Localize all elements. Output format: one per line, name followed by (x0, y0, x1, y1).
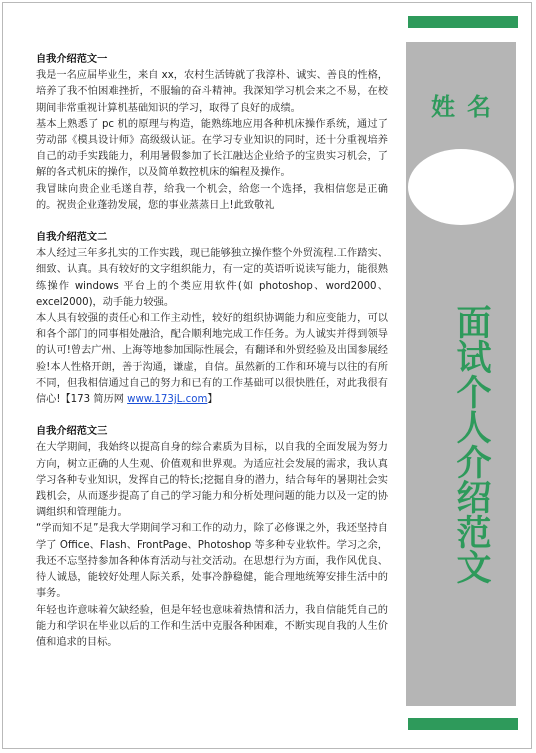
bottom-accent-bar (408, 718, 518, 730)
paragraph: 我是一名应届毕业生，来自 xx，农村生活铸就了我淳朴、诚实、善良的性格，培养了我不怕困难挫折，不服输的奋斗精神。我深知学习机会来之不易，在校期间非常重视计算机基础知识的学习，取得了良好的成绩。 (36, 70, 388, 114)
section-3 (36, 424, 388, 651)
vertical-title: 面试个人介绍范文 (451, 304, 491, 584)
name-heading: 姓名 (431, 93, 503, 121)
paragraph: 本人经过三年多扎实的工作实践，现已能够独立操作整个外贸流程.工作踏实、细致、认真。具有较好的文字组织能力，有一定的英语听说读写能力，能很熟练操作 windows 平台上的个类应用软件(如 photoshop、word2000、excel2000)，动手能力较强。 (36, 248, 388, 308)
source-suffix: 】 (207, 394, 218, 406)
paragraph: 基本上熟悉了 pc 机的原理与构造，能熟练地应用各种机床操作系统，通过了劳动部《模具设计师》高级级认证。在学习专业知识的同时，还十分重视培养自己的动手实践能力，利用暑假参加了长江融达企业给予的宝贵实习机会，了解的各式机床的操作，以及简单数控机床的编程及操作。 (36, 118, 388, 179)
source-link[interactable]: www.173jL.com (127, 394, 208, 406)
paragraph: 年轻也许意味着欠缺经验，但是年轻也意味着热情和活力，我自信能凭自己的能力和学识在毕业以后的工作和生活中克服各种困难，不断实现自我的人生价值和追求的目标。 (36, 604, 388, 648)
source-prefix: 【173 简历网 (60, 394, 128, 406)
section-title: 自我介绍范文一 (36, 54, 108, 65)
paragraph: 我冒昧向贵企业毛遂自荐，给我一个机会，给您一个选择，我相信您是正确的。祝贵企业蓬勃发展，您的事业蒸蒸日上!此致敬礼 (36, 183, 388, 211)
paragraph-text: 本人具有较强的责任心和工作主动性，较好的组织协调能力和应变能力，可以和各个部门的同事相处融洽，配合顺利地完成工作任务。为人诚实并得到领导的认可!曾去广州、上海等地参加国际性展会，有翻译和外贸经验及出国参展经验!本人性格开朗，善于沟通，谦虚，自信。虽然新的工作和环境与以往的有所不同，但我相信通过自己的努力和已有的工作基础可以很快胜任，对此我很有信心! (36, 313, 388, 406)
document-body (36, 52, 388, 667)
paragraph: 在大学期间，我始终以提高自身的综合素质为目标，以自我的全面发展为努力方向，树立正确的人生观、价值观和世界观。为适应社会发展的需求，我认真学习各种专业知识，发挥自己的特长;挖掘自身的潜力，结合每年的暑期社会实践机会，从而逐步提高了自己的学习能力和分析处理问题的能力以及一定的协调组织和管理能力。 (36, 442, 388, 519)
side-panel (406, 42, 516, 706)
section-2 (36, 230, 388, 408)
section-title: 自我介绍范文三 (36, 426, 108, 438)
paragraph (36, 311, 388, 408)
top-accent-bar (408, 16, 518, 28)
photo-placeholder (408, 149, 514, 225)
section-title: 自我介绍范文二 (36, 232, 108, 244)
paragraph: “学而知不足”是我大学期间学习和工作的动力，除了必修课之外，我还坚持自学了 Office、Flash、FrontPage、Photoshop 等多种专业软件。学习之余，我还不忘坚持参加各种体育活动与社交活动。在思想行为方面，我作风优良、待人诚恳，能较好处理人际关系，处事冷静稳健，能合理地统筹安排生活中的事务。 (36, 523, 388, 600)
section-1 (36, 52, 388, 214)
